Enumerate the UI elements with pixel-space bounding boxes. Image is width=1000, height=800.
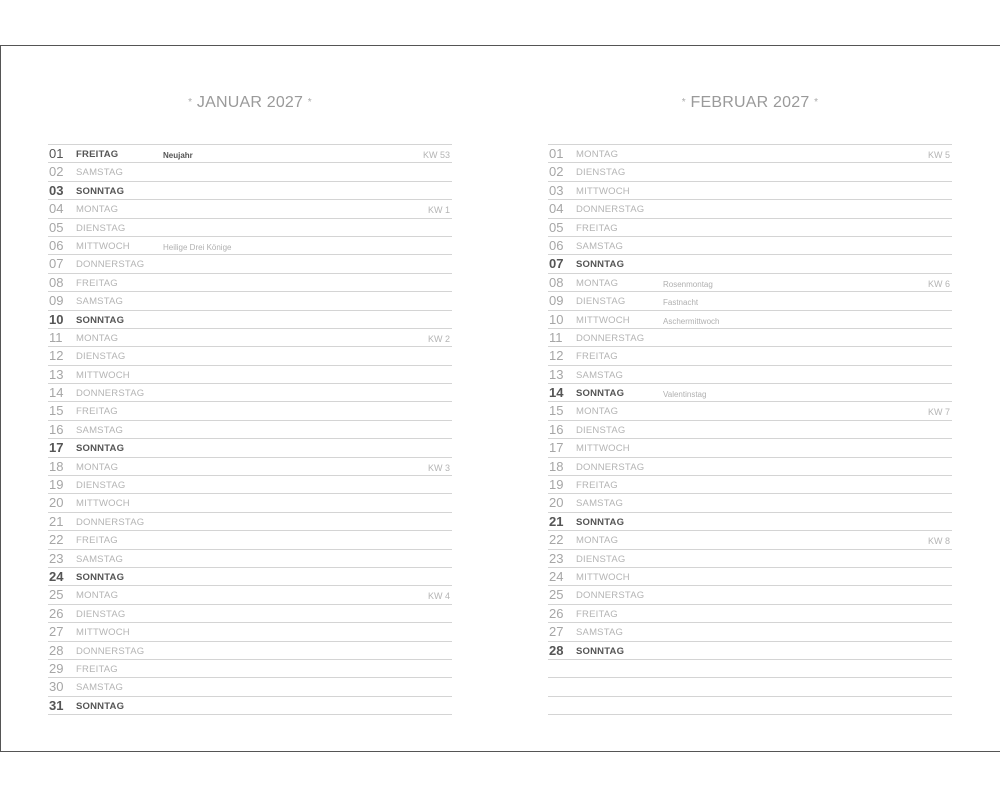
holiday-label: Neujahr — [163, 151, 193, 160]
weekday-label: DONNERSTAG — [76, 388, 145, 400]
day-row — [48, 347, 452, 365]
day-row — [48, 182, 452, 200]
day-row — [48, 421, 452, 439]
day-number: 18 — [549, 458, 564, 474]
month-title-text: FEBRUAR 2027 — [690, 94, 810, 111]
weekday-label: SAMSTAG — [576, 627, 624, 639]
weekday-label: FREITAG — [76, 149, 119, 160]
day-number: 27 — [549, 624, 564, 640]
day-number: 03 — [549, 182, 564, 198]
weekday-label: SAMSTAG — [76, 553, 124, 565]
weekday-label: DONNERSTAG — [576, 332, 645, 344]
day-number: 09 — [549, 293, 564, 309]
weekday-label: MITTWOCH — [576, 185, 630, 197]
day-number: 27 — [49, 624, 64, 640]
day-row — [48, 568, 452, 586]
day-row — [548, 586, 952, 604]
day-number: 23 — [49, 550, 64, 566]
day-list — [48, 144, 452, 715]
day-number: 11 — [49, 329, 63, 345]
day-number: 02 — [549, 164, 564, 180]
day-row — [548, 623, 952, 641]
day-number: 26 — [49, 605, 64, 621]
day-row — [48, 237, 452, 255]
weekday-label: DIENSTAG — [76, 480, 126, 492]
weekday-label: DONNERSTAG — [576, 461, 645, 473]
week-number: KW 3 — [427, 462, 450, 473]
star-ornament: * — [307, 97, 312, 108]
weekday-label: MONTAG — [576, 535, 619, 547]
day-row — [48, 697, 452, 715]
day-number: 23 — [549, 550, 564, 566]
day-number: 04 — [549, 201, 564, 217]
weekday-label: SAMSTAG — [76, 682, 124, 694]
weekday-label: DIENSTAG — [76, 222, 126, 234]
day-row — [548, 531, 952, 549]
day-row — [48, 550, 452, 568]
day-row — [48, 200, 452, 218]
week-number: KW 2 — [427, 333, 450, 344]
weekday-label: DIENSTAG — [576, 553, 626, 565]
holiday-label: Heilige Drei Könige — [163, 242, 232, 252]
weekday-label: SAMSTAG — [576, 369, 624, 381]
weekday-label: SONNTAG — [76, 700, 125, 712]
weekday-label: MITTWOCH — [76, 240, 130, 252]
weekday-label: FREITAG — [76, 535, 118, 547]
day-row — [48, 384, 452, 402]
month-title — [48, 94, 452, 112]
day-row — [548, 200, 952, 218]
day-number: 14 — [49, 385, 64, 401]
weekday-label: MONTAG — [76, 590, 119, 602]
day-row — [48, 439, 452, 457]
day-row — [548, 292, 952, 310]
weekday-label: SONNTAG — [576, 516, 625, 528]
week-number: KW 4 — [427, 591, 450, 602]
day-row — [548, 182, 952, 200]
day-number: 07 — [49, 256, 64, 272]
day-row — [48, 660, 452, 678]
day-row — [548, 642, 952, 660]
day-row — [548, 550, 952, 568]
day-number: 19 — [49, 477, 64, 493]
day-row — [48, 311, 452, 329]
day-number: 22 — [49, 532, 64, 548]
day-row — [548, 513, 952, 531]
weekday-label: DIENSTAG — [576, 296, 626, 308]
week-number: KW 6 — [927, 278, 950, 289]
month-title — [548, 94, 952, 112]
day-row — [548, 219, 952, 237]
day-row — [48, 642, 452, 660]
weekday-label: DIENSTAG — [76, 351, 126, 363]
day-number: 16 — [549, 421, 564, 437]
weekday-label: SONNTAG — [576, 645, 625, 657]
day-row — [48, 292, 452, 310]
weekday-label: FREITAG — [576, 222, 618, 234]
day-number: 13 — [49, 366, 64, 382]
day-row — [548, 347, 952, 365]
day-number: 15 — [49, 403, 64, 419]
holiday-label: Fastnacht — [663, 298, 699, 308]
day-number: 29 — [49, 660, 64, 676]
day-number: 15 — [549, 403, 564, 419]
week-number: KW 53 — [422, 150, 450, 160]
day-row — [48, 476, 452, 494]
day-number: 03 — [49, 182, 64, 198]
week-number: KW 8 — [927, 536, 950, 547]
day-row — [548, 494, 952, 512]
weekday-label: SONNTAG — [76, 571, 125, 583]
day-number: 12 — [49, 348, 64, 364]
weekday-label: FREITAG — [576, 480, 618, 492]
star-ornament: * — [188, 97, 193, 108]
day-number: 02 — [49, 164, 64, 180]
day-row — [548, 678, 952, 696]
day-row — [48, 255, 452, 273]
day-row — [48, 366, 452, 384]
day-row — [548, 311, 952, 329]
weekday-label: MITTWOCH — [576, 571, 630, 583]
day-row — [48, 586, 452, 604]
weekday-label: SONNTAG — [76, 314, 125, 326]
day-number: 26 — [549, 605, 564, 621]
calendar-spread — [0, 45, 1000, 752]
day-number: 22 — [549, 532, 564, 548]
weekday-label: FREITAG — [576, 608, 618, 620]
day-row — [548, 660, 952, 678]
day-row — [48, 605, 452, 623]
day-row — [548, 697, 952, 715]
day-number: 28 — [49, 642, 64, 658]
weekday-label: SONNTAG — [576, 388, 625, 400]
holiday-label: Aschermittwoch — [663, 316, 720, 326]
star-ornament: * — [681, 97, 686, 108]
day-row — [48, 402, 452, 420]
weekday-label: SONNTAG — [576, 259, 625, 271]
weekday-label: MONTAG — [76, 204, 119, 216]
day-number: 25 — [49, 587, 64, 603]
day-row — [548, 458, 952, 476]
weekday-label: DIENSTAG — [76, 608, 126, 620]
day-row — [548, 605, 952, 623]
day-row — [548, 274, 952, 292]
holiday-label: Valentinstag — [663, 390, 707, 400]
weekday-label: DONNERSTAG — [76, 259, 145, 271]
day-number: 01 — [549, 146, 564, 161]
day-number: 18 — [49, 458, 64, 474]
day-row — [548, 163, 952, 181]
day-number: 13 — [549, 366, 564, 382]
day-number: 10 — [549, 311, 564, 327]
day-row — [548, 329, 952, 347]
day-number: 16 — [49, 421, 64, 437]
day-row — [48, 458, 452, 476]
day-number: 06 — [49, 237, 64, 253]
weekday-label: DIENSTAG — [576, 167, 626, 179]
day-number: 07 — [549, 256, 564, 272]
day-number: 24 — [49, 568, 64, 584]
day-row — [48, 163, 452, 181]
weekday-label: SONNTAG — [76, 185, 125, 197]
day-number: 05 — [549, 219, 564, 235]
day-row — [548, 421, 952, 439]
day-row — [48, 513, 452, 531]
day-number: 21 — [49, 513, 64, 529]
day-row — [48, 494, 452, 512]
day-row — [548, 384, 952, 402]
day-number: 20 — [49, 495, 64, 511]
day-number: 24 — [549, 568, 564, 584]
weekday-label: DONNERSTAG — [576, 204, 645, 216]
day-number: 28 — [549, 642, 564, 658]
day-number: 04 — [49, 201, 64, 217]
weekday-label: SAMSTAG — [76, 296, 124, 308]
day-row — [48, 329, 452, 347]
day-row — [48, 678, 452, 696]
day-number: 14 — [549, 385, 564, 401]
day-number: 09 — [49, 293, 64, 309]
weekday-label: DIENSTAG — [576, 424, 626, 436]
weekday-label: MITTWOCH — [576, 443, 630, 455]
day-number: 05 — [49, 219, 64, 235]
weekday-label: MONTAG — [576, 406, 619, 418]
weekday-label: SAMSTAG — [76, 424, 124, 436]
weekday-label: MITTWOCH — [76, 627, 130, 639]
day-row — [48, 531, 452, 549]
day-number: 30 — [49, 679, 64, 695]
weekday-label: MONTAG — [576, 149, 619, 160]
day-row — [48, 274, 452, 292]
weekday-label: DONNERSTAG — [76, 516, 145, 528]
star-ornament: * — [814, 97, 819, 108]
day-row — [48, 623, 452, 641]
day-row — [548, 439, 952, 457]
day-row — [48, 219, 452, 237]
weekday-label: MONTAG — [76, 332, 119, 344]
day-number: 31 — [49, 697, 64, 713]
day-number: 01 — [49, 146, 64, 161]
day-number: 10 — [49, 311, 64, 327]
day-list — [548, 144, 952, 715]
week-number: KW 7 — [927, 407, 950, 418]
day-number: 17 — [549, 440, 564, 456]
weekday-label: MITTWOCH — [576, 314, 630, 326]
weekday-label: FREITAG — [76, 663, 118, 675]
weekday-label: MITTWOCH — [76, 498, 130, 510]
day-row — [48, 145, 452, 163]
day-row — [548, 402, 952, 420]
week-number: KW 1 — [427, 205, 450, 216]
day-number: 17 — [49, 440, 64, 456]
weekday-label: SAMSTAG — [576, 498, 624, 510]
weekday-label: FREITAG — [576, 351, 618, 363]
day-number: 08 — [49, 274, 64, 290]
day-number: 19 — [549, 477, 564, 493]
day-number: 21 — [549, 513, 564, 529]
day-row — [548, 255, 952, 273]
weekday-label: SAMSTAG — [576, 240, 624, 252]
weekday-label: SAMSTAG — [76, 167, 124, 179]
weekday-label: SONNTAG — [76, 443, 125, 455]
weekday-label: MONTAG — [76, 461, 119, 473]
weekday-label: FREITAG — [76, 406, 118, 418]
day-number: 08 — [549, 274, 564, 290]
day-number: 20 — [549, 495, 564, 511]
month-title-text: JANUAR 2027 — [196, 94, 304, 111]
day-number: 06 — [549, 237, 564, 253]
weekday-label: MITTWOCH — [76, 369, 130, 381]
week-number: KW 5 — [927, 150, 950, 160]
holiday-label: Rosenmontag — [663, 279, 713, 289]
weekday-label: DONNERSTAG — [576, 590, 645, 602]
day-row — [548, 568, 952, 586]
weekday-label: MONTAG — [576, 277, 619, 289]
day-row — [548, 145, 952, 163]
day-number: 11 — [549, 329, 563, 345]
day-number: 12 — [549, 348, 564, 364]
day-number: 25 — [549, 587, 564, 603]
weekday-label: DONNERSTAG — [76, 645, 145, 657]
day-row — [548, 366, 952, 384]
day-row — [548, 476, 952, 494]
day-row — [548, 237, 952, 255]
weekday-label: FREITAG — [76, 277, 118, 289]
